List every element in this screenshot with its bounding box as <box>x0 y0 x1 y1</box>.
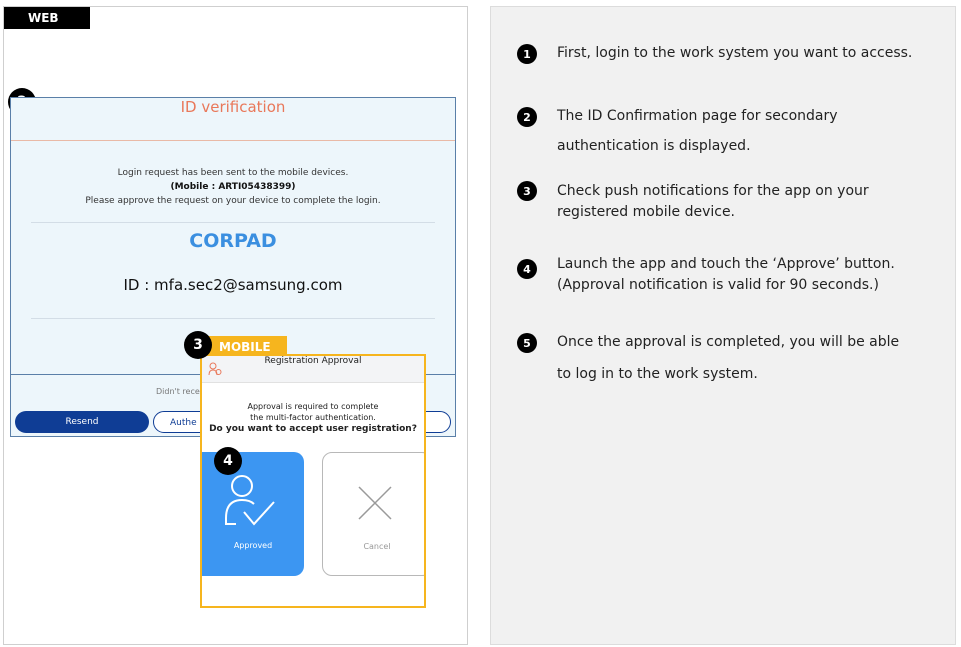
step-5-text-2: to log in to the work system. <box>557 366 758 382</box>
app-name: CORPAD <box>189 230 277 252</box>
step-1-text: First, login to the work system you want to access. <box>557 45 913 61</box>
step-4-text-1: Launch the app and touch the ‘Approve’ button. <box>557 256 895 272</box>
authenticate-button[interactable]: Authe <box>153 411 451 433</box>
divider <box>31 318 435 319</box>
step-3-text-1: Check push notifications for the app on your <box>557 183 869 199</box>
step-number-3: 3 <box>517 181 537 201</box>
step-marker-3: 3 <box>184 331 212 359</box>
approve-label: Approved <box>233 541 273 550</box>
step-number-4: 4 <box>517 259 537 279</box>
page-title: ID verification <box>11 98 455 141</box>
approval-text-1: Approval is required to complete <box>247 402 379 411</box>
mobile-header-title: Registration Approval <box>264 356 362 366</box>
cancel-label: Cancel <box>363 542 391 551</box>
close-icon <box>357 485 393 521</box>
login-request-message: Login request has been sent to the mobile devices. <box>117 168 349 178</box>
approval-text-2: the multi-factor authentication. <box>250 413 376 422</box>
step-5-text-1: Once the approval is completed, you will be able <box>557 334 900 350</box>
user-id: ID : mfa.sec2@samsung.com <box>123 276 343 294</box>
mobile-badge: MOBILE <box>207 336 287 358</box>
step-number-1: 1 <box>517 44 537 64</box>
user-check-icon <box>222 472 278 530</box>
step-2-text-2: authentication is displayed. <box>557 138 751 154</box>
mobile-screen <box>200 354 426 608</box>
step-4-text-2: (Approval notification is valid for 90 seconds.) <box>557 277 879 293</box>
divider <box>31 222 435 223</box>
step-3-text-2: registered mobile device. <box>557 204 736 220</box>
step-number-5: 5 <box>517 333 537 353</box>
step-marker-4: 4 <box>214 447 242 475</box>
mobile-device-id: (Mobile : ARTI05438399) <box>170 182 296 192</box>
mobile-header <box>202 356 424 383</box>
approval-question: Do you want to accept user registration? <box>209 424 417 434</box>
resend-button[interactable]: Resend <box>15 411 149 433</box>
step-2-text-1: The ID Confirmation page for secondary <box>557 108 838 124</box>
approve-instruction: Please approve the request on your device to complete the login. <box>85 196 381 206</box>
instructions-panel <box>490 6 956 645</box>
step-number-2: 2 <box>517 107 537 127</box>
cancel-button[interactable] <box>322 452 426 576</box>
didnt-receive-text: Didn't rece <box>156 387 200 396</box>
web-badge: WEB <box>4 7 90 29</box>
